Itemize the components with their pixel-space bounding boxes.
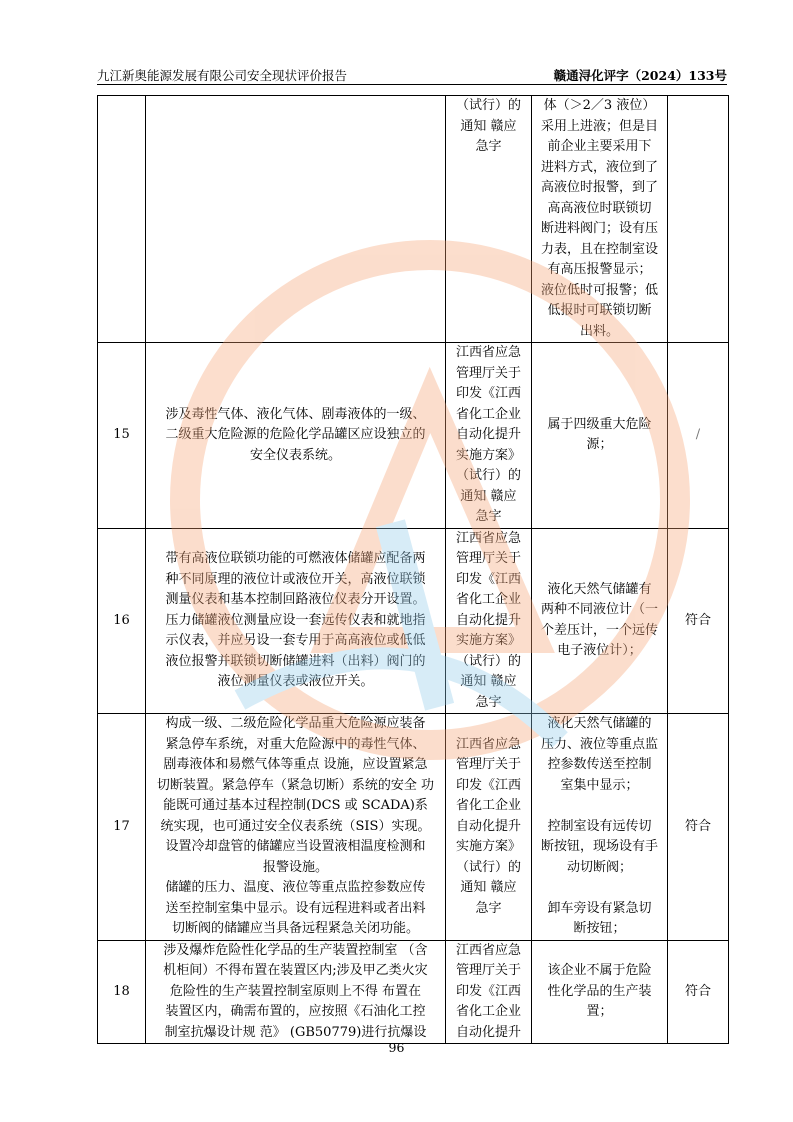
situation-cell: 该企业不属于危险 性化学品的生产装 置； (532, 940, 668, 1044)
result-cell (668, 96, 729, 343)
row-number: 15 (98, 343, 146, 529)
basis-cell: 江西省应急 管理厅关于 印发《江西 省化工企业 自动化提升 实施方案》 （试行）的 通知 赣应 急字 (446, 714, 532, 941)
basis-cell: （试行）的 通知 赣应 急字 (446, 96, 532, 343)
basis-cell: 江西省应急 管理厅关于 印发《江西 省化工企业 自动化提升 实施方案》 （试行）的 通知 赣应 急字 (446, 343, 532, 529)
table-row (98, 940, 729, 1044)
page-number: 96 (388, 1040, 405, 1055)
situation-cell: 液化天然气储罐有 两种不同液位计（一 个差压计，一个远传 电子液位计）； (532, 528, 668, 714)
result-cell: 符合 (668, 940, 729, 1044)
result-cell: / (668, 343, 729, 529)
report-title: 九江新奥能源发展有限公司安全现状评价报告 (97, 68, 348, 83)
requirement-cell: 涉及毒性气体、液化气体、剧毒液体的一级、 二级重大危险源的危险化学品罐区应设独立的 安全仪表系统。 (146, 343, 446, 529)
row-number (98, 96, 146, 343)
table-row (98, 528, 729, 714)
result-cell: 符合 (668, 528, 729, 714)
situation-cell: 体（＞2／3 液位） 采用上进液；但是目 前企业主要采用下 进料方式，液位到了 高液位时报警，到了 高高液位时联锁切 断进料阀门；设有压 力表，且在控制室设 有高压报警显示； 液位低时可报警；低 低报时可联锁切断 出料。 (532, 96, 668, 343)
basis-cell: 江西省应急 管理厅关于 印发《江西 省化工企业 自动化提升 实施方案》 （试行）的 通知 赣应 急字 (446, 528, 532, 714)
situation-cell: 液化天然气储罐的 压力、液位等重点监 控参数传送至控制 室集中显示； 控制室设有远传切 断按钮，现场设有手 动切断阀； 卸车旁设有紧急切 断按钮； (532, 714, 668, 941)
requirement-cell: 带有高液位联锁功能的可燃液体储罐应配备两 种不同原理的液位计或液位开关，高液位联锁 测量仪表和基本控制回路液位仪表分开设置。 压力储罐液位测量应设一套远传仪表和就地指 示仪表，并应另设一套专用于高高液位或低低 液位报警并联锁切断储罐进料（出料）阀门的 液位测量仪表或液位开关。 (146, 528, 446, 714)
row-number: 16 (98, 528, 146, 714)
evaluation-table (97, 95, 729, 1044)
requirement-cell (146, 96, 446, 343)
table-row (98, 96, 729, 343)
table-row (98, 343, 729, 529)
result-cell: 符合 (668, 714, 729, 941)
report-number: 赣通浔化评字（2024）133号 (553, 68, 727, 83)
situation-cell: 属于四级重大危险 源； (532, 343, 668, 529)
basis-cell: 江西省应急 管理厅关于 印发《江西 省化工企业 自动化提升 (446, 940, 532, 1044)
page-header (97, 66, 727, 84)
row-number: 18 (98, 940, 146, 1044)
requirement-cell: 涉及爆炸危险性化学品的生产装置控制室 （含 机柜间）不得布置在装置区内;涉及甲乙类火灾 危险性的生产装置控制室原则上不得 布置在 装置区内，确需布置的，应按照《石油化工控 制室抗爆设计规 范》 (GB50779)进行抗爆设 (146, 940, 446, 1044)
header-divider (97, 84, 727, 85)
row-number: 17 (98, 714, 146, 941)
requirement-cell: 构成一级、二级危险化学品重大危险源应装备 紧急停车系统，对重大危险源中的毒性气体、 剧毒液体和易燃气体等重点 设施，应设置紧急 切断装置。紧急停车（紧急切断）系统的安全 功 能既可通过基本过程控制(DCS 或 SCADA)系 统实现，也可通过安全仪表系统（SIS）实现。 设置冷却盘管的储罐应当设置液相温度检测和 报警设施。 储罐的压力、温度、液位等重点监控参数应传 送至控制室集中显示。设有远程进料或者出料 切断阀的储罐应当具备远程紧急关闭功能。 (146, 714, 446, 941)
table-row (98, 714, 729, 941)
